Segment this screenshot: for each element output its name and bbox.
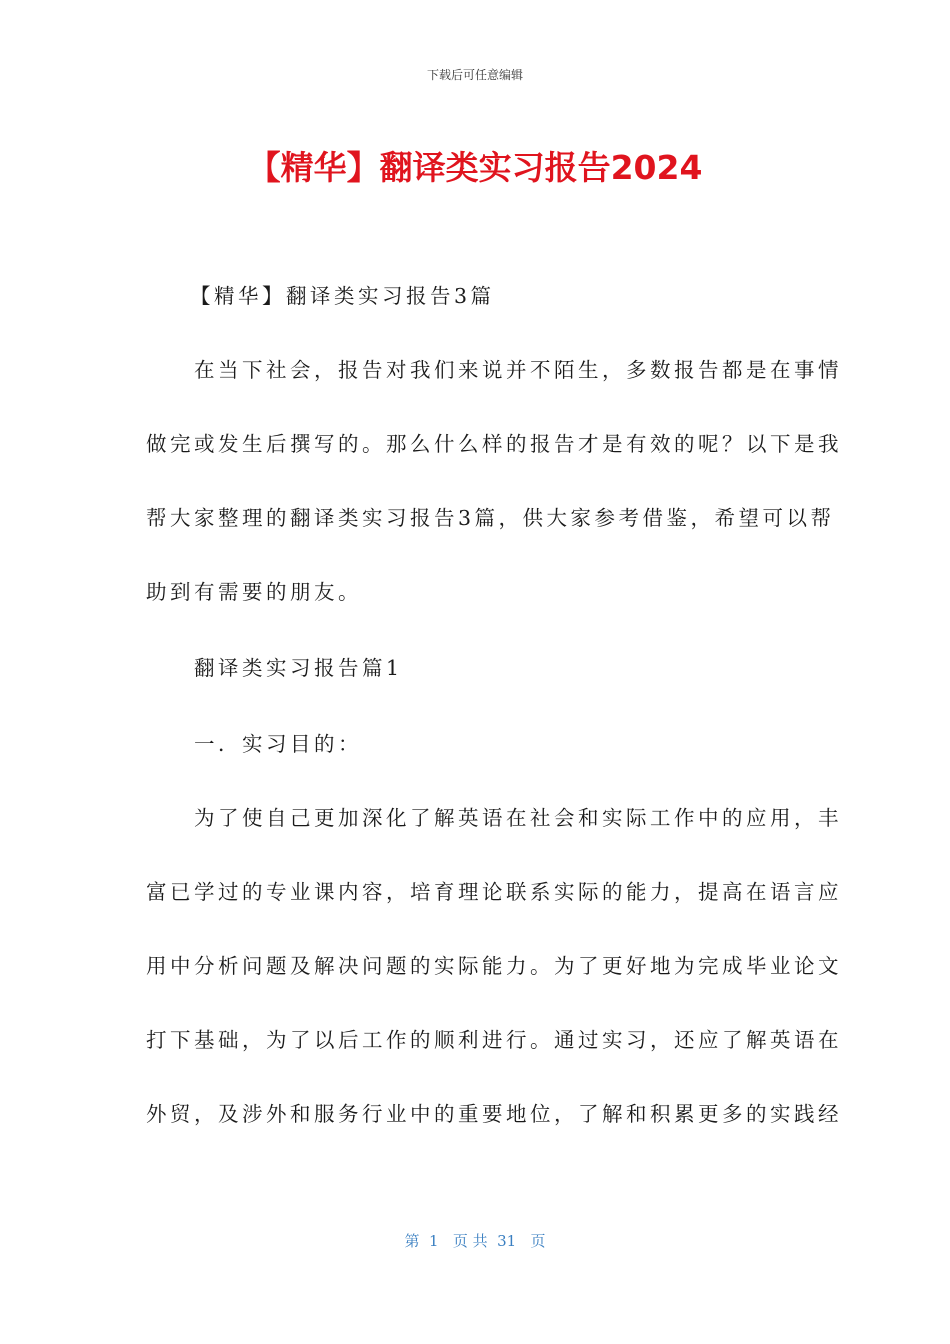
section-subheading: 一．实习目的： — [146, 732, 362, 756]
paragraph-line: 助到有需要的朋友。 — [146, 580, 362, 604]
page-number-footer: 第 1 页 共 31 页 — [404, 1232, 546, 1250]
document-title: 【精华】翻译类实习报告2024 — [247, 148, 703, 187]
subtitle-line: 【精华】翻译类实习报告3篇 — [190, 284, 495, 308]
paragraph-line: 帮大家整理的翻译类实习报告3篇，供大家参考借鉴，希望可以帮 — [146, 506, 835, 530]
paragraph-line: 打下基础，为了以后工作的顺利进行。通过实习，还应了解英语在 — [146, 1028, 842, 1052]
paragraph-line: 外贸，及涉外和服务行业中的重要地位，了解和积累更多的实践经 — [146, 1102, 842, 1126]
paragraph-line: 在当下社会，报告对我们来说并不陌生，多数报告都是在事情 — [146, 358, 842, 382]
paragraph-line: 用中分析问题及解决问题的实际能力。为了更好地为完成毕业论文 — [146, 954, 842, 978]
paragraph-line: 为了使自己更加深化了解英语在社会和实际工作中的应用，丰 — [146, 806, 842, 830]
paragraph-line: 做完或发生后撰写的。那么什么样的报告才是有效的呢？以下是我 — [146, 432, 842, 456]
header-note: 下载后可任意编辑 — [426, 68, 523, 82]
paragraph-line: 富已学过的专业课内容，培育理论联系实际的能力，提高在语言应 — [146, 880, 842, 904]
section-heading: 翻译类实习报告篇1 — [146, 656, 403, 680]
